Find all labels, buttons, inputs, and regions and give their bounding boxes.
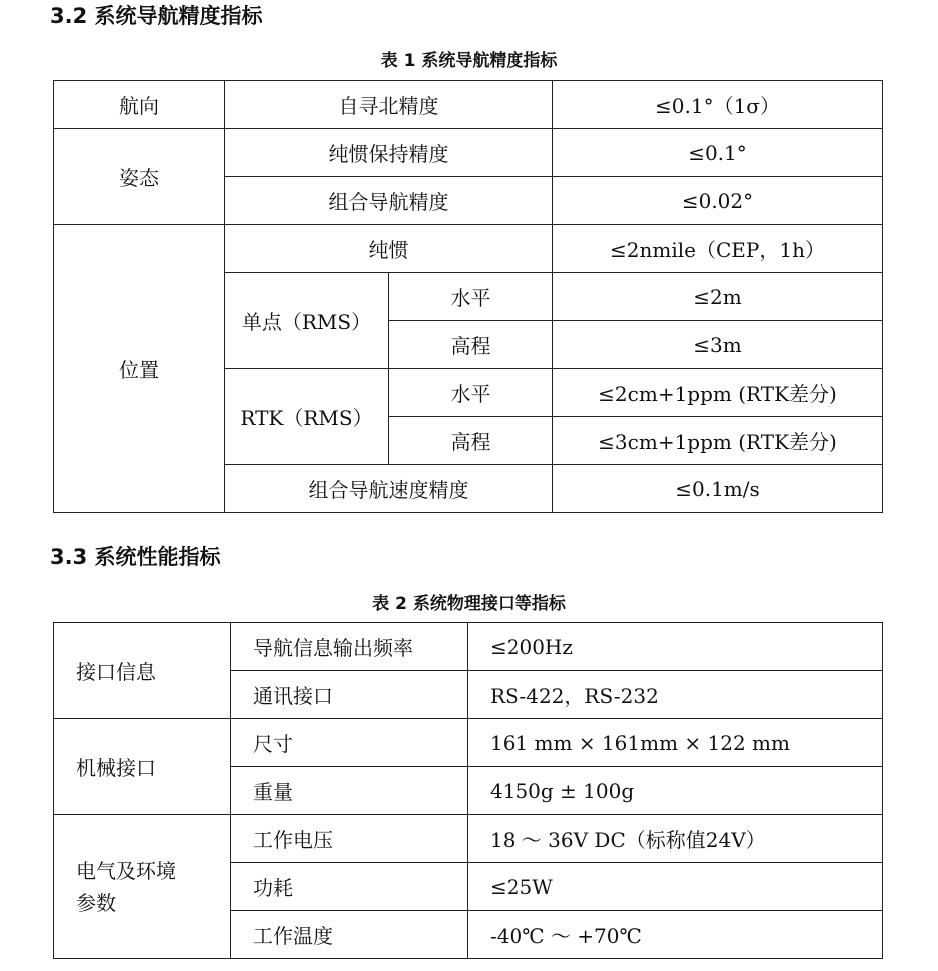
rtk-elevation: 高程	[389, 417, 553, 465]
temp-item: 工作温度	[231, 911, 468, 959]
section-heading-3-3: 3.3 系统性能指标	[50, 545, 221, 569]
attitude-value-1: ≤0.1°	[553, 129, 883, 177]
env-label-line-1: 电气及环境	[76, 858, 176, 883]
single-point-horizontal: 水平	[389, 273, 553, 321]
position-label: 位置	[54, 225, 225, 513]
comm-port-value: RS-422，RS-232	[468, 671, 883, 719]
rtk-horizontal-value: ≤2cm+1ppm (RTK差分)	[553, 369, 883, 417]
output-freq-item: 导航信息输出频率	[231, 623, 468, 671]
velocity-item: 组合导航速度精度	[225, 465, 553, 513]
single-point-label: 单点（RMS）	[225, 273, 389, 369]
table2-caption: 表 2 系统物理接口等指标	[372, 594, 566, 614]
weight-item: 重量	[231, 767, 468, 815]
rtk-elevation-value: ≤3cm+1ppm (RTK差分)	[553, 417, 883, 465]
output-freq-value: ≤200Hz	[468, 623, 883, 671]
rtk-horizontal: 水平	[389, 369, 553, 417]
pure-inertial-item: 纯惯	[225, 225, 553, 273]
voltage-item: 工作电压	[231, 815, 468, 863]
temp-value: -40℃ ～ +70℃	[468, 911, 883, 959]
attitude-label: 姿态	[54, 129, 225, 225]
velocity-value: ≤0.1m/s	[553, 465, 883, 513]
power-value: ≤25W	[468, 863, 883, 911]
single-point-elevation-value: ≤3m	[553, 321, 883, 369]
pure-inertial-value: ≤2nmile（CEP，1h）	[553, 225, 883, 273]
attitude-item-2: 组合导航精度	[225, 177, 553, 225]
table1-caption: 表 1 系统导航精度指标	[380, 51, 558, 71]
mech-label: 机械接口	[54, 719, 231, 815]
env-label-line-2: 参数	[76, 890, 116, 915]
interface-spec-table	[53, 622, 883, 959]
rtk-label: RTK（RMS）	[225, 369, 389, 465]
heading-label: 航向	[54, 81, 225, 129]
section-heading-3-2: 3.2 系统导航精度指标	[50, 4, 263, 28]
attitude-value-2: ≤0.02°	[553, 177, 883, 225]
heading-item: 自寻北精度	[225, 81, 553, 129]
size-value: 161 mm × 161mm × 122 mm	[468, 719, 883, 767]
interface-label: 接口信息	[54, 623, 231, 719]
single-point-elevation: 高程	[389, 321, 553, 369]
weight-value: 4150g ± 100g	[468, 767, 883, 815]
power-item: 功耗	[231, 863, 468, 911]
heading-value: ≤0.1°（1σ）	[553, 81, 883, 129]
size-item: 尺寸	[231, 719, 468, 767]
attitude-item-1: 纯惯保持精度	[225, 129, 553, 177]
single-point-horizontal-value: ≤2m	[553, 273, 883, 321]
comm-port-item: 通讯接口	[231, 671, 468, 719]
env-label	[54, 815, 231, 959]
voltage-value: 18 ～ 36V DC（标称值24V）	[468, 815, 883, 863]
navigation-accuracy-table	[53, 80, 883, 513]
